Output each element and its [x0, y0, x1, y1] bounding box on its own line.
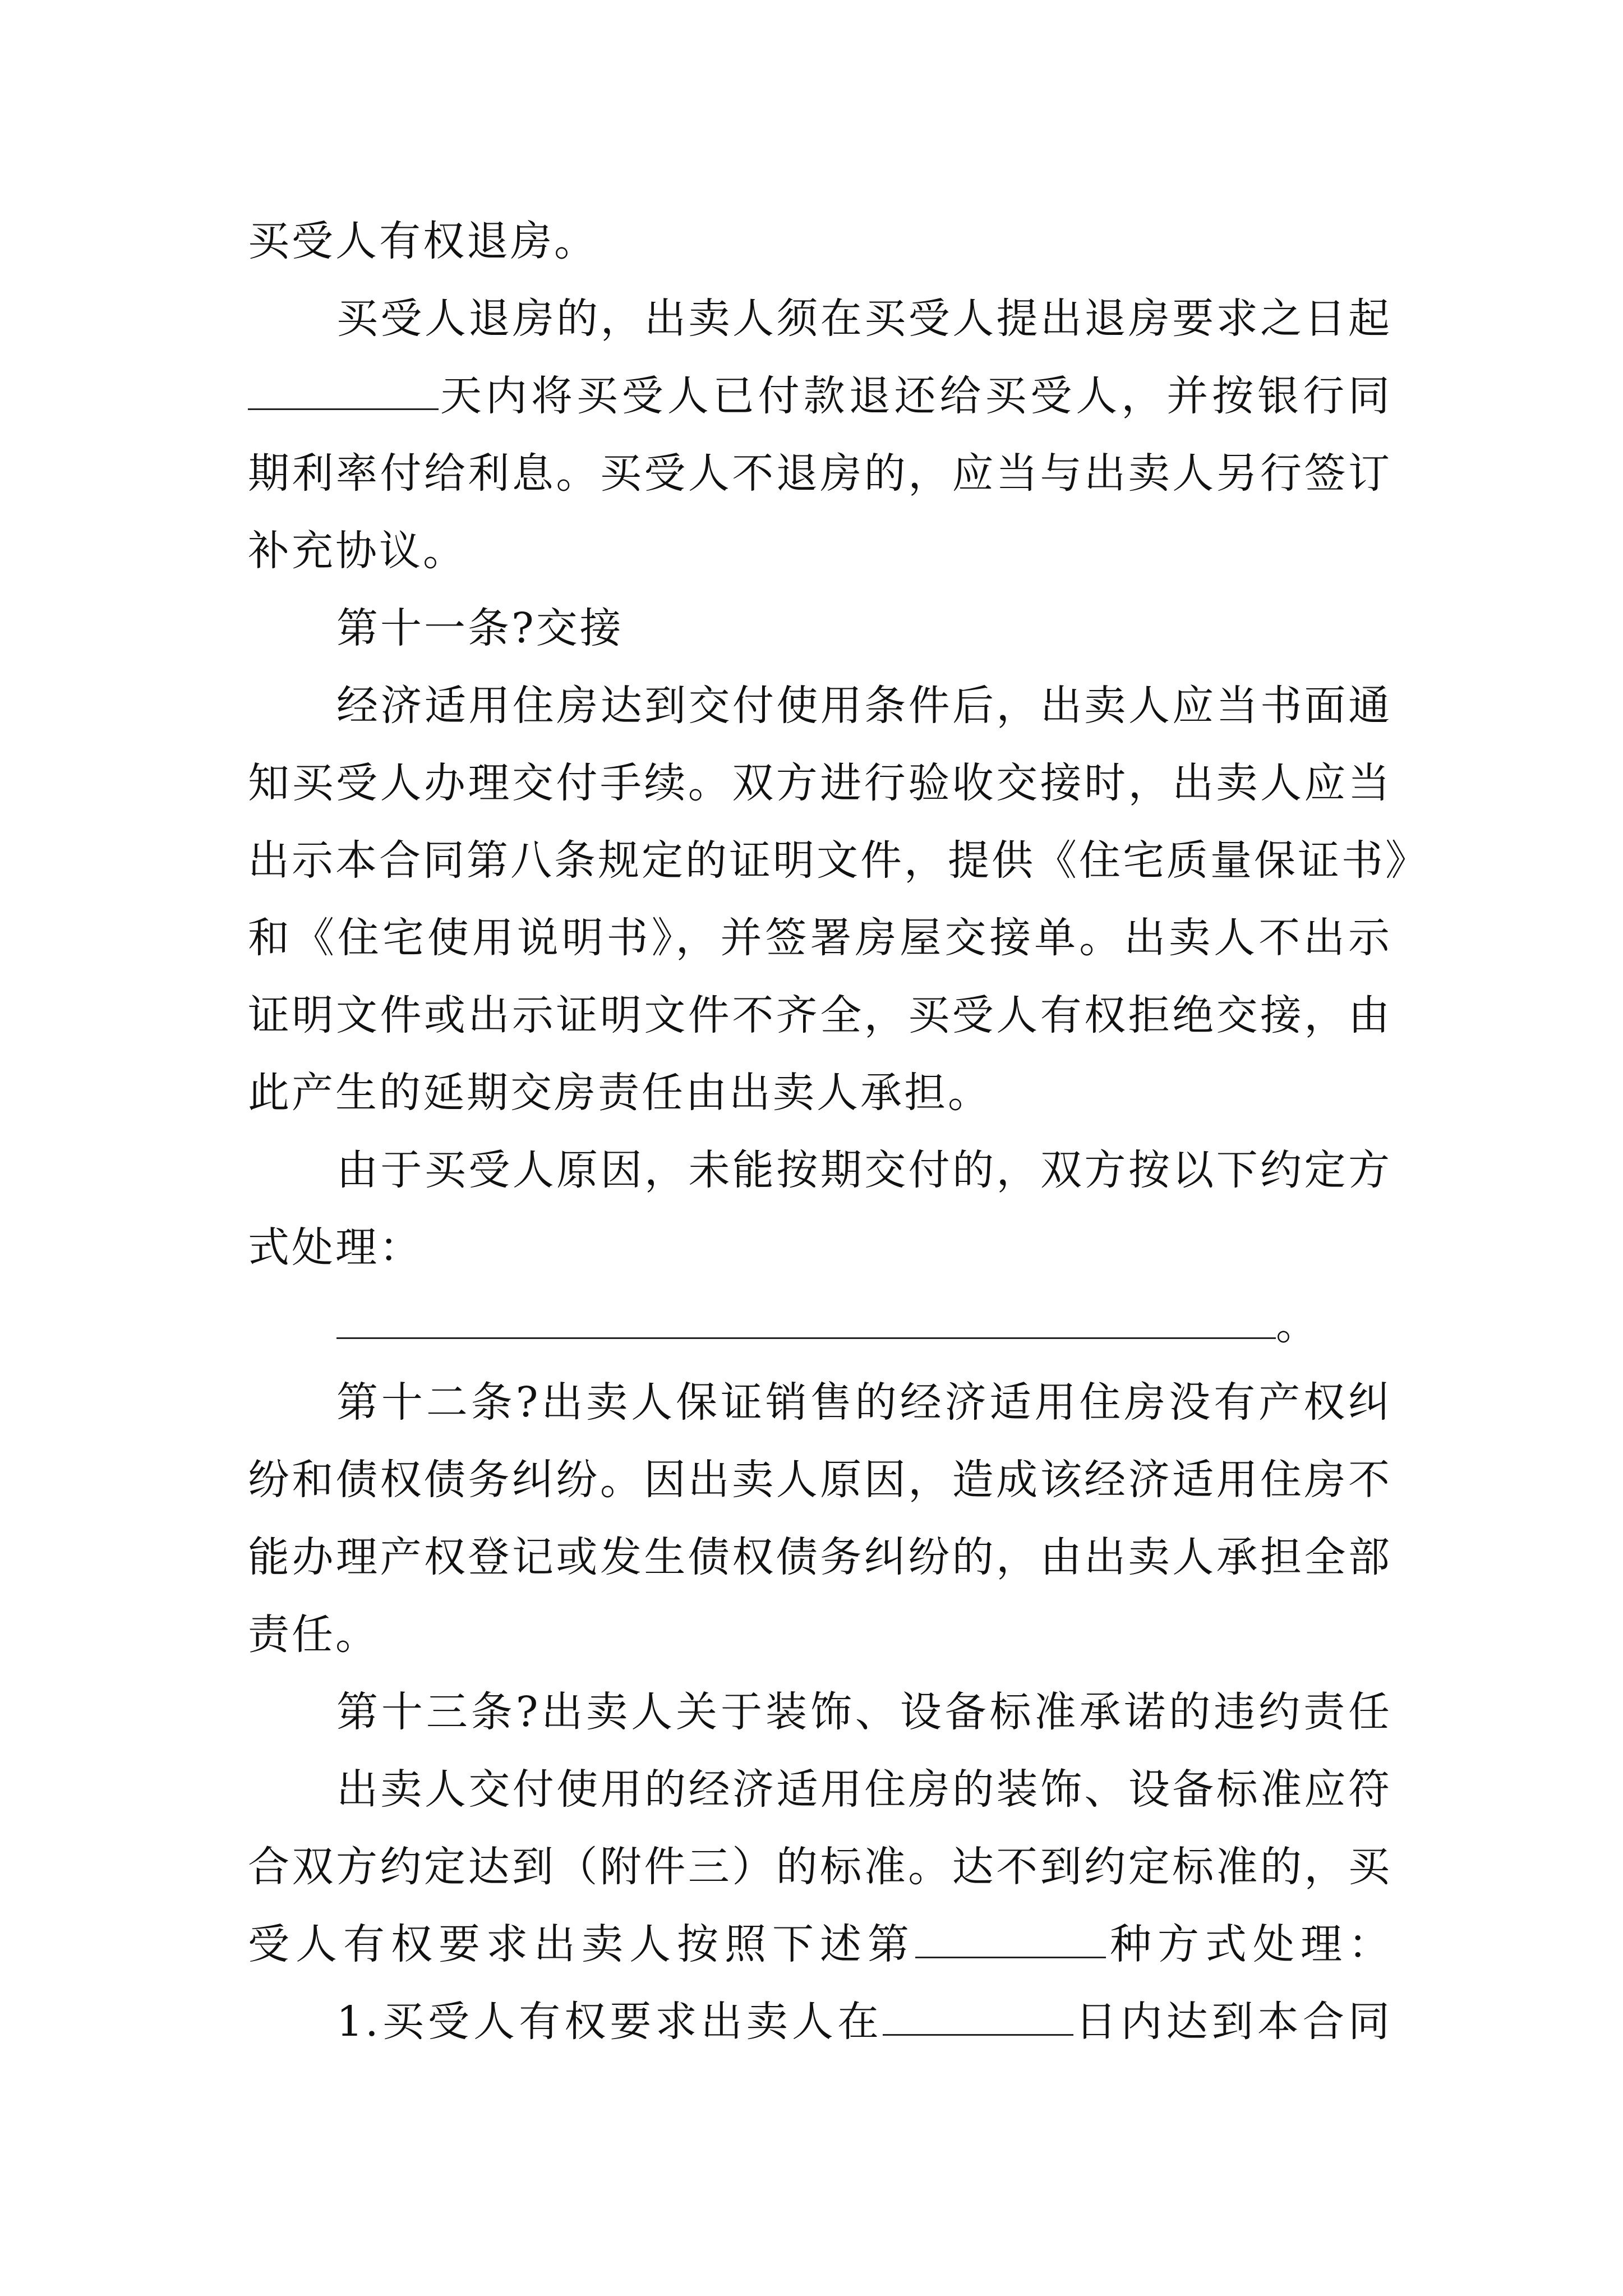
text-line: 由于买受人原因，未能按期交付的，双方按以下约定方: [336, 1146, 1392, 1194]
text-segment: 受人有权要求出卖人按照下述第: [248, 1920, 915, 1968]
fill-in-blank: [336, 1296, 1276, 1339]
fill-in-blank: [883, 1993, 1073, 2036]
fill-in-blank: [248, 367, 439, 410]
text-segment: 日内达到本合同: [1073, 1998, 1393, 2046]
text-line: 和《住宅使用说明书》，并签署房屋交接单。出卖人不出示: [248, 914, 1392, 962]
article-heading: 第十一条?交接: [336, 604, 624, 652]
text-line: 式处理：: [248, 1223, 423, 1272]
article-heading: 第十三条?出卖人关于装饰、设备标准承诺的违约责任: [336, 1688, 1392, 1736]
text-line: [248, 362, 1392, 430]
text-line: 出示本合同第八条规定的证明文件，提供《住宅质量保证书》: [248, 836, 1429, 885]
text-line: 买受人有权退房。: [248, 217, 598, 265]
text-line: 买受人退房的，出卖人须在买受人提出退房要求之日起: [336, 295, 1392, 343]
text-line: [336, 1291, 1392, 1359]
text-line: 责任。: [248, 1611, 379, 1659]
text-line: 期利率付给利息。买受人不退房的，应当与出卖人另行签订: [248, 449, 1392, 498]
text-segment: 种方式处理：: [1106, 1920, 1392, 1968]
text-line: 补充协议。: [248, 527, 467, 575]
text-segment: 天内将买受人已付款退还给买受人，并按银行同: [439, 372, 1392, 420]
text-line: [248, 1911, 1392, 1978]
text-line: 能办理产权登记或发生债权债务纠纷的，由出卖人承担全部: [248, 1533, 1392, 1581]
text-segment: 。: [1276, 1301, 1320, 1349]
article-heading: 第十二条?出卖人保证销售的经济适用住房没有产权纠: [336, 1378, 1392, 1427]
text-segment: 1.买受人有权要求出卖人在: [336, 1998, 883, 2046]
text-line: 纷和债权债务纠纷。因出卖人原因，造成该经济适用住房不: [248, 1456, 1392, 1504]
text-line: 出卖人交付使用的经济适用住房的装饰、设备标准应符: [336, 1765, 1392, 1814]
text-line: 经济适用住房达到交付使用条件后，出卖人应当书面通: [336, 682, 1392, 730]
text-line: 证明文件或出示证明文件不齐全，买受人有权拒绝交接，由: [248, 991, 1392, 1039]
text-line: 知买受人办理交付手续。双方进行验收交接时，出卖人应当: [248, 759, 1392, 807]
text-line: [336, 1988, 1392, 2055]
text-line: 合双方约定达到（附件三）的标准。达不到约定标准的，买: [248, 1843, 1392, 1891]
fill-in-blank: [915, 1915, 1106, 1958]
text-line: 此产生的延期交房责任由出卖人承担。: [248, 1069, 992, 1117]
